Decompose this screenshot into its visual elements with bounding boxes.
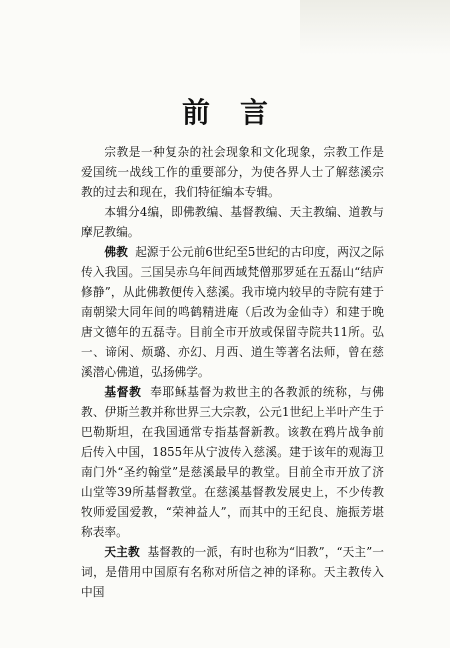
paragraph-text: 起源于公元前6世纪至5世纪的古印度，两汉之际传入我国。三国吴赤乌年间西域梵僧那罗延在五磊山“结庐修静”，从此佛教便传入慈溪。我市境内较早的寺院有建于南朝梁大同年间的鸣鹤精进庵（后改为金仙寺）和建于晚唐文德年的五磊寺。目前全市开放或保留寺院共11所。弘一、谛闲、烦璐、亦幻、月西、道生等著名法师，曾在慈溪潜心佛道，弘扬佛学。	[81, 245, 384, 379]
paragraph-intro	[81, 142, 384, 202]
preface-body	[81, 142, 384, 602]
paragraph-christianity	[81, 382, 384, 542]
page-edge-shading	[300, 0, 450, 55]
paragraph-text: 基督教的一派，有时也称为“旧教”，“天主”一词，是借用中国原有名称对所信之神的译称。天主教传入中国	[81, 545, 384, 599]
paragraph-lead: 基督教	[104, 385, 142, 399]
page-title: 前言	[181, 96, 298, 129]
paragraph-text: 奉耶稣基督为救世主的各教派的统称，与佛教、伊斯兰教并称世界三大宗教，公元1世纪上半叶产生于巴勒斯坦，在我国通常专指基督新教。该教在鸦片战争前后传入中国，1855年从宁波传入慈溪。建于该年的观海卫南门外“圣约翰堂”是慈溪最早的教堂。目前全市开放了济山堂等39所基督教堂。在慈溪基督教发展史上，不少传教牧师爱国爱教，“荣神益人”，而其中的王纪良、施振芳堪称表率。	[81, 385, 384, 539]
paragraph-structure	[81, 202, 384, 242]
paragraph-lead: 佛教	[104, 245, 128, 259]
paragraph-text: 本辑分4编，即佛教编、基督教编、天主教编、道教与摩尼教编。	[81, 205, 384, 239]
paragraph-text: 宗教是一种复杂的社会现象和文化现象，宗教工作是爱国统一战线工作的重要部分，为使各界人士了解慈溪宗教的过去和现在，我们特征编本专辑。	[81, 145, 384, 199]
paragraph-catholicism	[81, 542, 384, 602]
paragraph-lead: 天主教	[104, 545, 140, 559]
paragraph-buddhism	[81, 242, 384, 382]
